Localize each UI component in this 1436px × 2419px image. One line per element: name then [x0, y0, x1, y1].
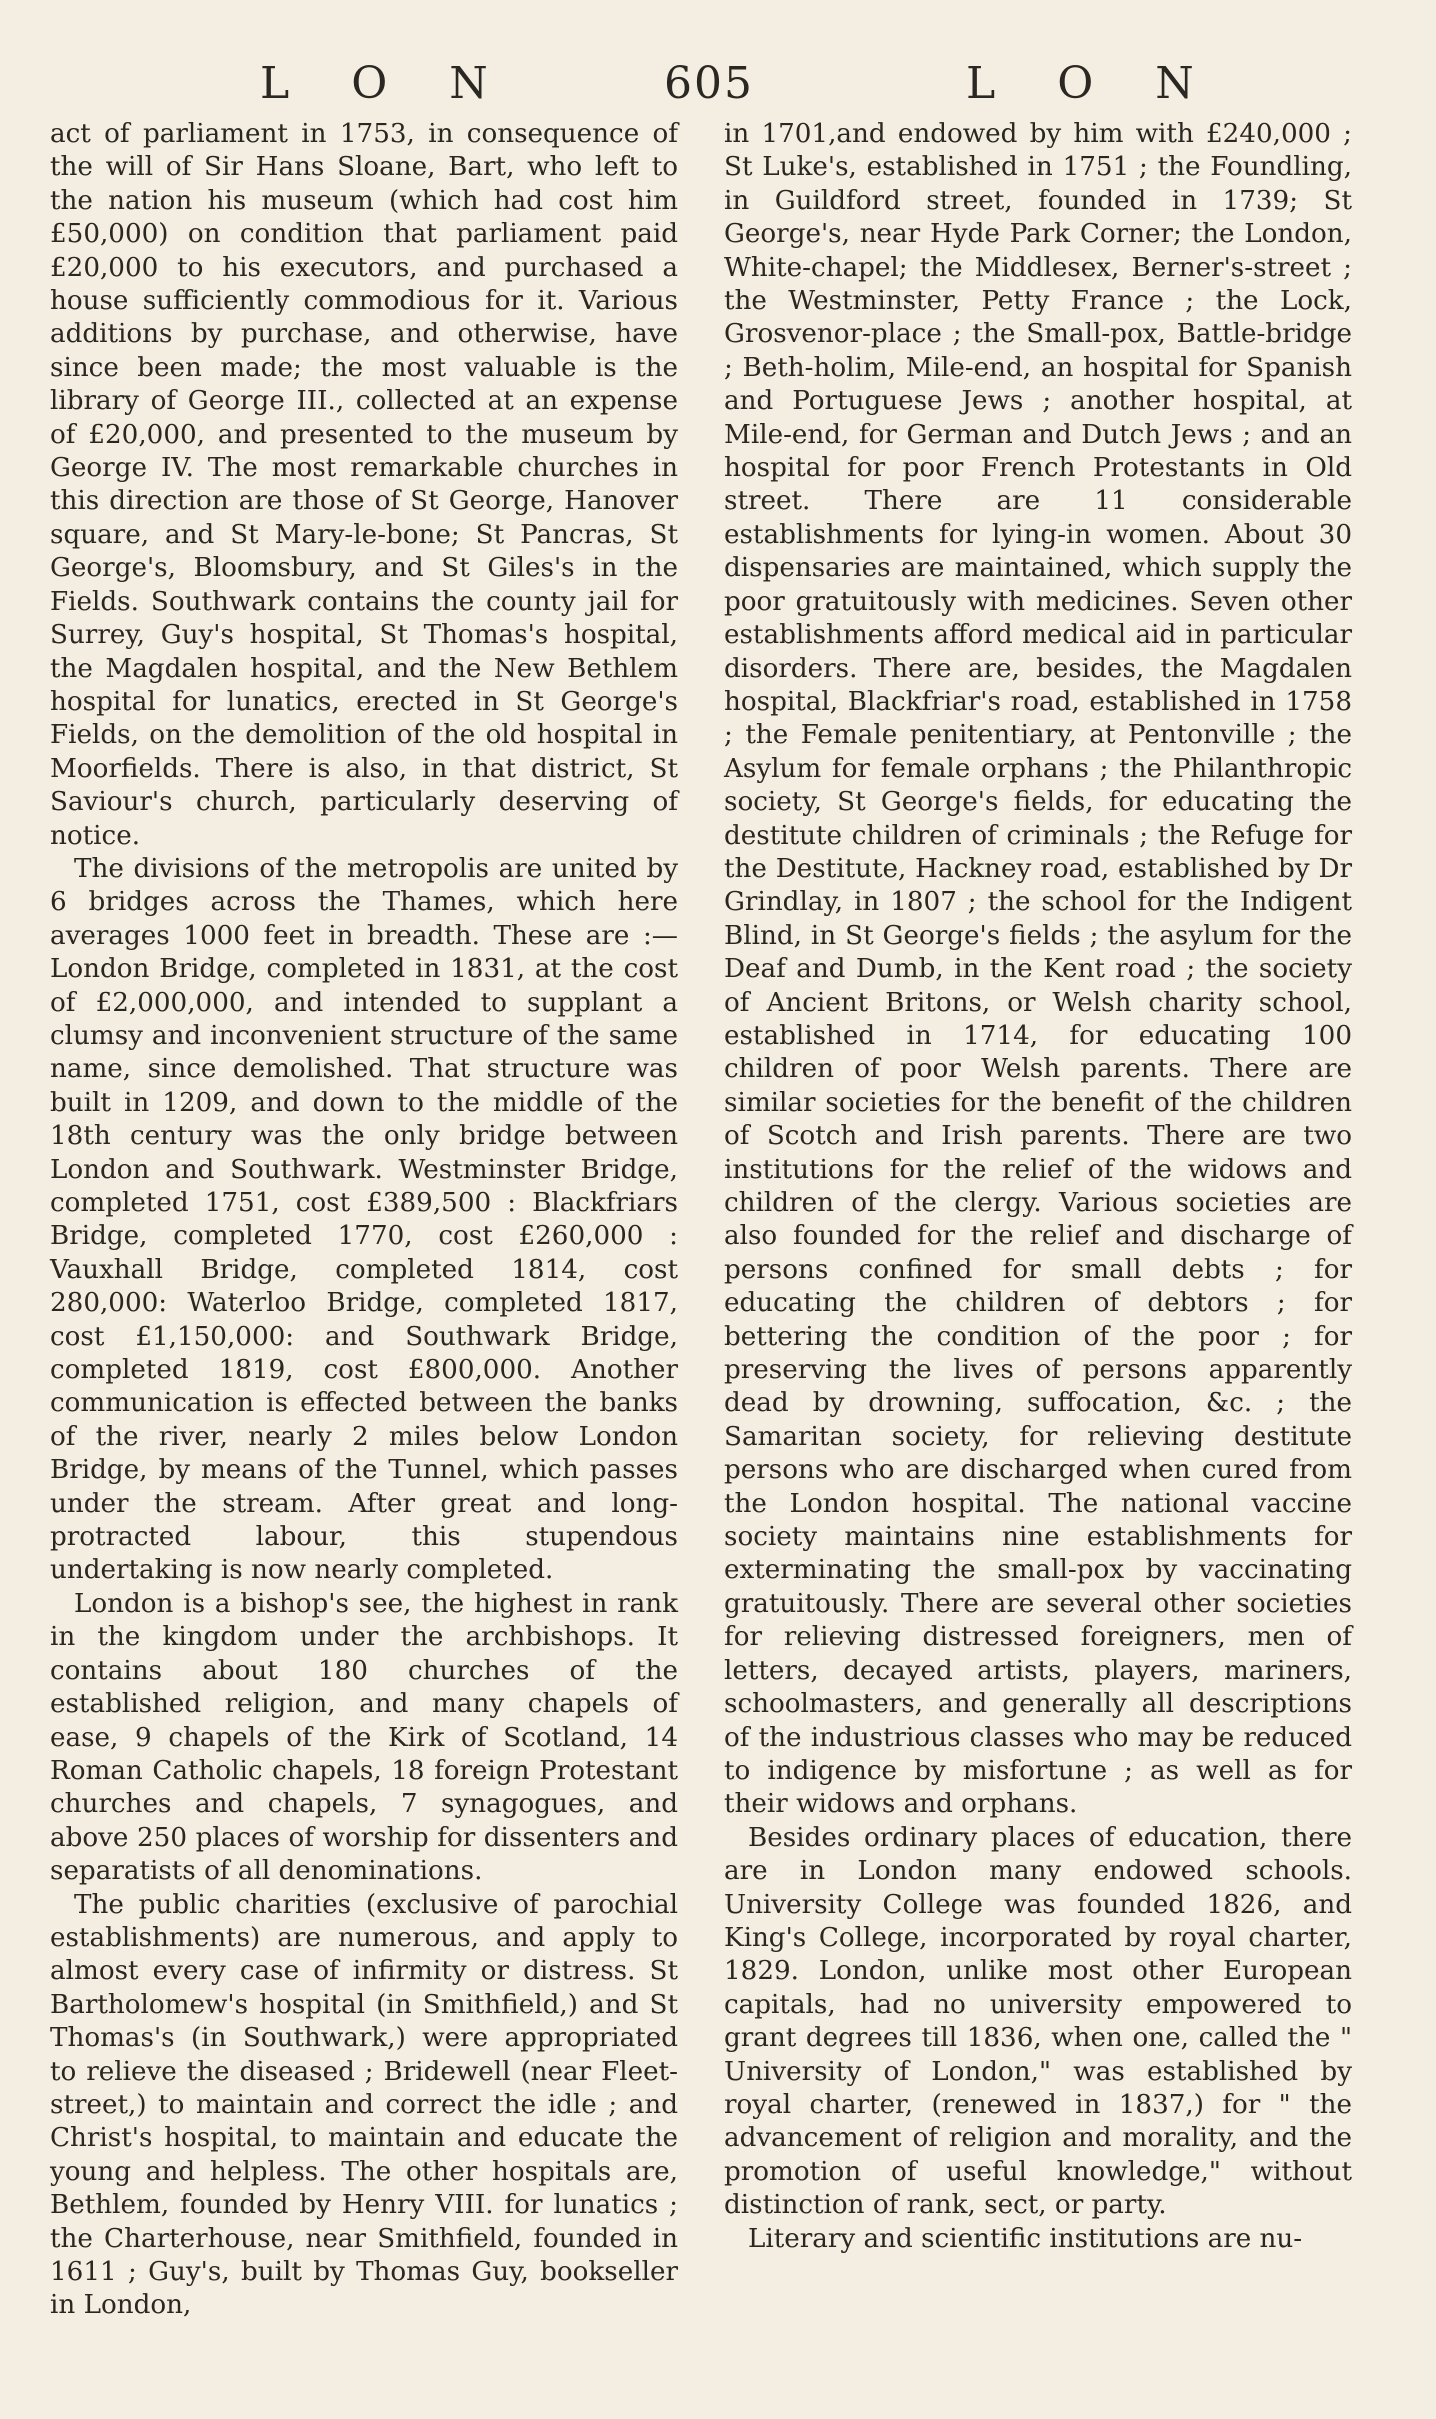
header-left-word: L O N: [260, 58, 512, 109]
paragraph-hospitals-societies: in 1701,and endowed by him with £240,000 ; St Luke's, established in 1751 ; the Foundling, in Guildford street, founded in 1739; St George's, near Hyde Park Corner; the London, White-chapel; the Middlesex, Berner's-street ; the Westminster, Petty France ; the Lock, Grosvenor-place ; the Small-pox, Battle-bridge ; Beth-holim, Mile-end, an hospital for Spanish and Portuguese Jews ; another hospital, at Mile-end, for German and Dutch Jews ; and an hospital for poor French Protestants in Old street. There are 11 considerable establishments for lying-in women. About 30 dispensaries are maintained, which supply the poor gratuitously with medicines. Seven other establishments afford medical aid in particular disorders. There are, besides, the Magdalen hospital, Blackfriar's road, established in 1758 ; the Female penitentiary, at Pentonville ; the Asylum for female orphans ; the Philanthropic society, St George's fields, for educating the destitute children of criminals ; the Refuge for the Destitute, Hackney road, established by Dr Grindlay, in 1807 ; the school for the Indigent Blind, in St George's fields ; the asylum for the Deaf and Dumb, in the Kent road ; the society of Ancient Britons, or Welsh charity school, established in 1714, for educating 100 children of poor Welsh parents. There are similar societies for the benefit of the children of Scotch and Irish parents. There are two institutions for the relief of the widows and children of the clergy. Various societies are also founded for the relief and discharge of persons confined for small debts ; for educating the children of debtors ; for bettering the condition of the poor ; for preserving the lives of persons apparently dead by drowning, suffocation, &c. ; the Samaritan society, for relieving destitute persons who are discharged when cured from the London hospital. The national vaccine society maintains nine establishments for exterminating the small-pox by vaccinating gratuitously. There are several other societies for relieving distressed foreigners, men of letters, decayed artists, players, mariners, schoolmasters, and generally all descriptions of the industrious classes who may be reduced to indigence by misfortune ; as well as for their widows and orphans.: [724, 119, 1352, 1820]
paragraph-churches: London is a bishop's see, the highest in rank in the kingdom under the archbishops. It contains about 180 churches of the established religion, and many chapels of ease, 9 chapels of the Kirk of Scotland, 14 Roman Catholic chapels, 18 foreign Protestant churches and chapels, 7 synagogues, and above 250 places of worship for dissenters and separatists of all denominations.: [50, 1588, 678, 1887]
paragraph-british-museum: act of parliament in 1753, in consequence of the will of Sir Hans Sloane, Bart, who left to the nation his museum (which had cost him £50,000) on condition that parliament paid £20,000 to his executors, and purchased a house sufficiently commodious for it. Various additions by purchase, and otherwise, have since been made; the most valuable is the library of George III., collected at an expense of £20,000, and presented to the museum by George IV. The most remarkable churches in this direction are those of St George, Hanover square, and St Mary-le-bone; St Pancras, St George's, Bloomsbury, and St Giles's in the Fields. Southwark contains the county jail for Surrey, Guy's hospital, St Thomas's hospital, the Magdalen hospital, and the New Bethlem hospital for lunatics, erected in St George's Fields, on the demolition of the old hospital in Moorfields. There is also, in that district, St Saviour's church, particularly deserving of notice.: [50, 119, 678, 851]
paragraph-literary-institutions: Literary and scientific institutions are nu-: [748, 2223, 1303, 2254]
right-column: [724, 118, 1352, 2256]
page-number: 605: [664, 58, 754, 109]
header-right-word: L O N: [966, 58, 1218, 109]
left-column: [50, 118, 678, 2323]
paragraph-bridges: The divisions of the metropolis are united by 6 bridges across the Thames, which here averages 1000 feet in breadth. These are :— London Bridge, completed in 1831, at the cost of £2,000,000, and intended to supplant a clumsy and inconvenient structure of the same name, since demolished. That structure was built in 1209, and down to the middle of the 18th century was the only bridge between London and Southwark. Westminster Bridge, completed 1751, cost £389,500 : Blackfriars Bridge, completed 1770, cost £260,000 : Vauxhall Bridge, completed 1814, cost 280,000: Waterloo Bridge, completed 1817, cost £1,150,000: and Southwark Bridge, completed 1819, cost £800,000. Another communication is effected between the banks of the river, nearly 2 miles below London Bridge, by means of the Tunnel, which passes under the stream. After great and long-protracted labour, this stupendous undertaking is now nearly completed.: [50, 853, 678, 1586]
paragraph-education: Besides ordinary places of education, there are in London many endowed schools. University College was founded 1826, and King's College, incorporated by royal charter, 1829. London, unlike most other European capitals, had no university empowered to grant degrees till 1836, when one, called the " University of London," was established by royal charter, (renewed in 1837,) for " the advancement of religion and morality, and the promotion of useful knowledge," without distinction of rank, sect, or party.: [724, 1822, 1352, 2221]
paragraph-public-charities: The public charities (exclusive of parochial establishments) are numerous, and apply to almost every case of infirmity or distress. St Bartholomew's hospital (in Smithfield,) and St Thomas's (in Southwark,) were appropriated to relieve the diseased ; Bridewell (near Fleet-street,) to maintain and correct the idle ; and Christ's hospital, to maintain and educate the young and helpless. The other hospitals are, Bethlem, founded by Henry VIII. for lunatics ; the Charterhouse, near Smithfield, founded in 1611 ; Guy's, built by Thomas Guy, bookseller in London,: [50, 1889, 678, 2321]
